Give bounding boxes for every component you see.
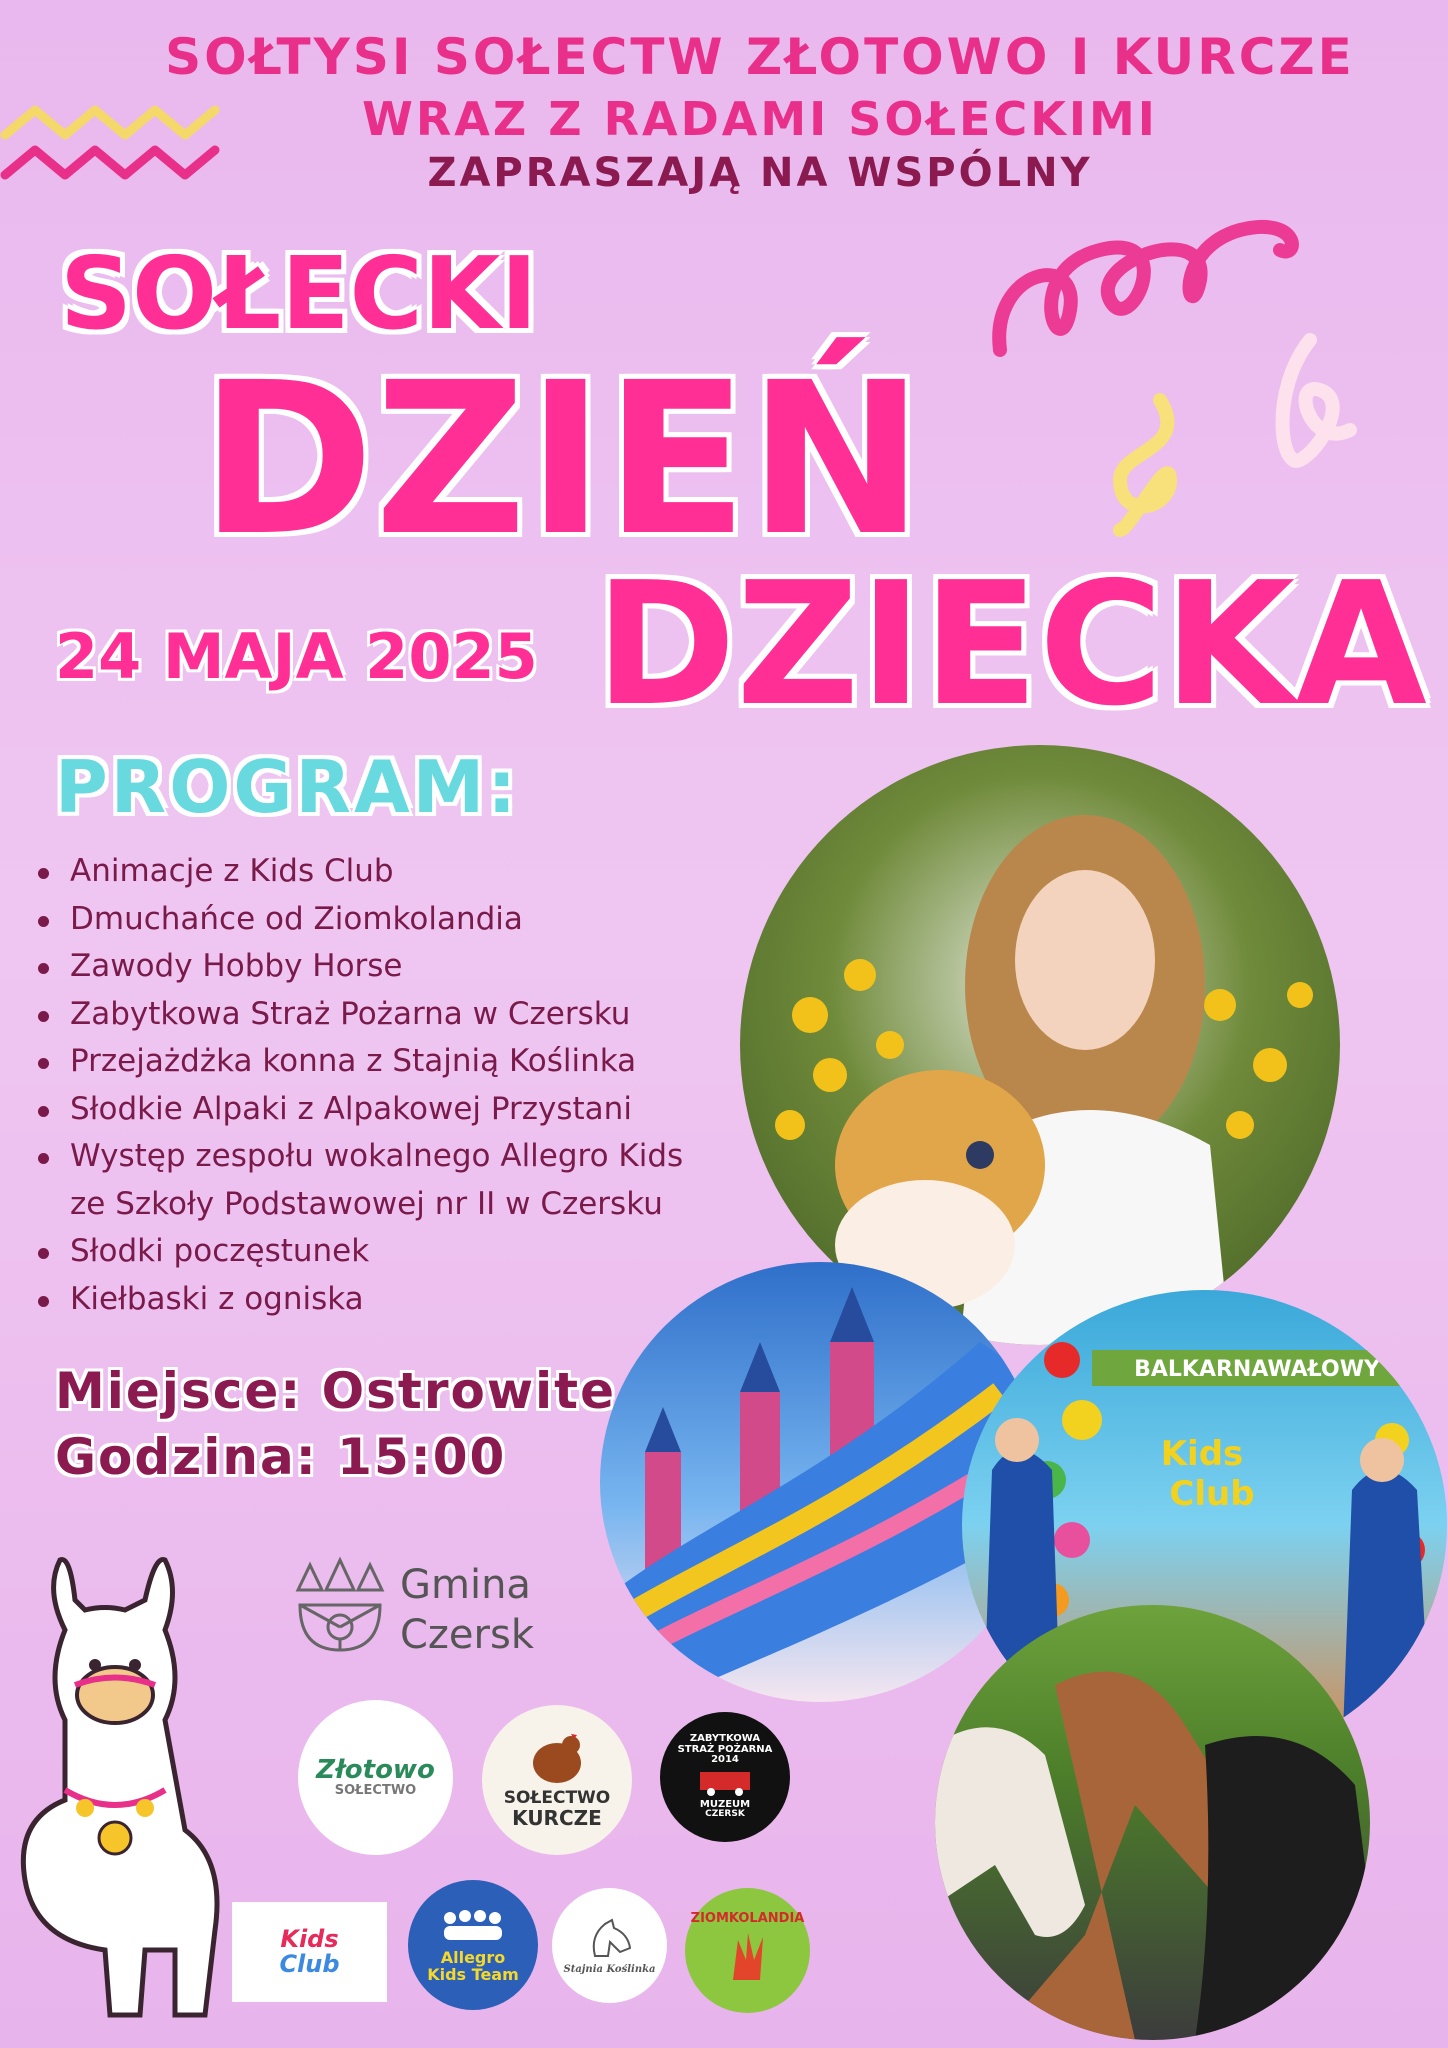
girl-hobby-horse-photo: [740, 745, 1340, 1345]
program-item: Przejażdżka konna z Stajnią Koślinka: [38, 1038, 683, 1086]
program-item: Zawody Hobby Horse: [38, 943, 683, 991]
invitation-line: ZAPRASZAJĄ NA WSPÓLNY: [427, 150, 1093, 196]
event-date: 24 MAJA 2025: [55, 620, 538, 693]
zabytkowa-straz-pozarna-logo: ZABYTKOWA STRAŻ POŻARNA 2014 MUZEUM CZERSK: [660, 1712, 790, 1842]
organizers-line: SOŁTYSI SOŁECTW ZŁOTOWO I KURCZE: [165, 28, 1355, 86]
kids-word: Kids: [1160, 1434, 1244, 1474]
program-item: Dmuchańce od Ziomkolandia: [38, 896, 683, 944]
program-item: Słodkie Alpaki z Alpakowej Przystani: [38, 1086, 683, 1134]
allegro-kids-team-logo: Allegro Kids Team: [408, 1880, 538, 2010]
fire-truck-icon: [695, 1766, 755, 1796]
club-word: Club: [1169, 1474, 1255, 1514]
title-line-2: DZIEŃ: [200, 337, 924, 582]
children-group-icon: [438, 1906, 508, 1946]
event-place: Miejsce: Ostrowite: [55, 1362, 616, 1420]
ziomkolandia-logo: ZIOMKOLANDIA: [685, 1888, 810, 2013]
event-time: Godzina: 15:00: [55, 1428, 507, 1486]
gmina-czersk-name: Gmina Czersk: [400, 1562, 534, 1658]
hen-icon: [527, 1731, 587, 1786]
program-item: Występ zespołu wokalnego Allegro Kids: [38, 1133, 683, 1181]
banner-text: BALKARNAWAŁOWY: [1134, 1357, 1380, 1382]
stajnia-koslinka-logo: Stajnia Koślinka: [552, 1888, 667, 2003]
program-item: Animacje z Kids Club: [38, 848, 683, 896]
squiggle-light-decoration: [1260, 330, 1370, 480]
program-list: [38, 848, 683, 1323]
councils-line: WRAZ Z RADAMI SOŁECKIMI: [362, 92, 1158, 146]
solectwo-kurcze-logo: SOŁECTWO KURCZE: [482, 1705, 632, 1855]
program-item: Kiełbaski z ogniska: [38, 1276, 683, 1324]
program-item: Zabytkowa Straż Pożarna w Czersku: [38, 991, 683, 1039]
solectwo-zlotowo-logo: Złotowo SOŁECTWO: [298, 1700, 453, 1855]
title-line-1: SOŁECKI: [60, 235, 538, 352]
horses-photo: [935, 1605, 1370, 2040]
horse-head-icon: [580, 1916, 640, 1961]
program-item-continuation: ze Szkoły Podstawowej nr II w Czersku: [70, 1185, 663, 1222]
title-line-3: DZIECKA: [595, 546, 1427, 744]
kids-club-logo: Kids Club: [232, 1902, 387, 2002]
alpaca-illustration: [15, 1550, 230, 2020]
squiggle-yellow-decoration: [1100, 390, 1190, 540]
hands-icon: [718, 1925, 778, 1985]
program-heading: PROGRAM:: [55, 745, 520, 829]
program-item: Słodki poczęstunek: [38, 1228, 683, 1276]
gmina-czersk-emblem-icon: [290, 1555, 390, 1655]
